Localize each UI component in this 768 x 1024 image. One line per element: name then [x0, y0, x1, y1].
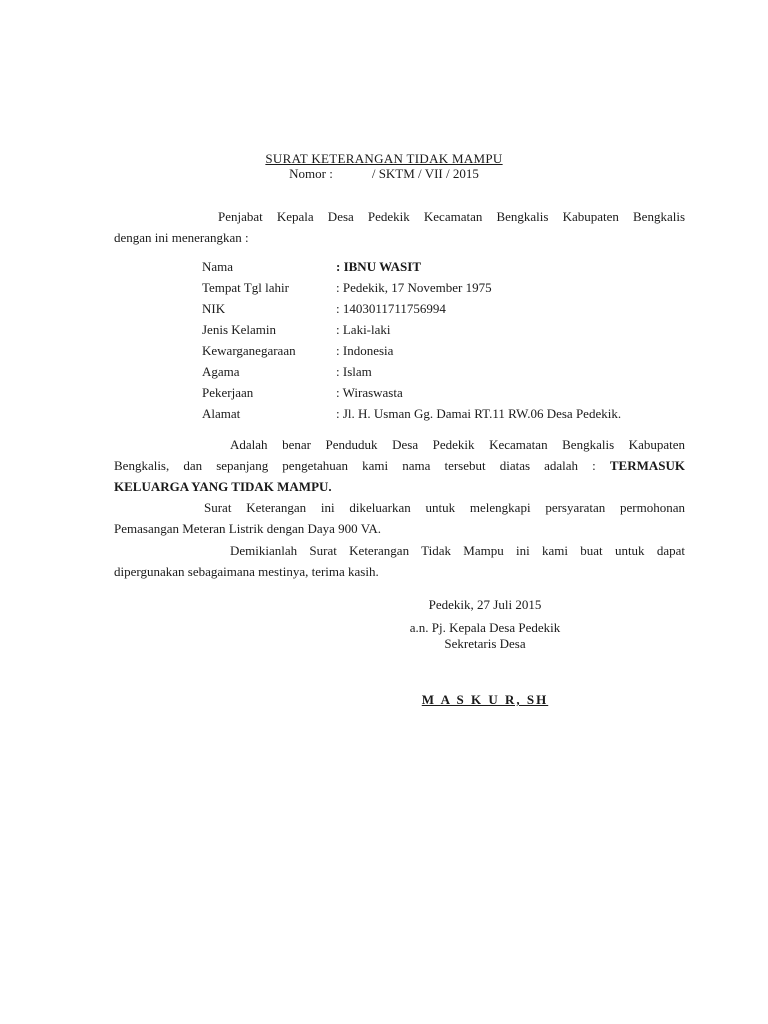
field-value: : Laki-laki — [336, 322, 391, 337]
purpose-line-1: Surat Keterangan ini dikeluarkan untuk melengkapi persyaratan permohonan — [204, 500, 685, 515]
statement-line-1: Adalah benar Penduduk Desa Pedekik Kecamatan Bengkalis Kabupaten — [230, 437, 685, 452]
field-label: Tempat Tgl lahir — [202, 280, 289, 295]
field-label: NIK — [202, 301, 226, 316]
field-row-nama — [202, 256, 621, 277]
opening-paragraph — [114, 206, 685, 248]
field-value: : IBNU WASIT — [336, 259, 422, 274]
signature-place-date: Pedekik, 27 Juli 2015 — [428, 597, 542, 612]
field-row-jenis-kelamin — [202, 319, 621, 340]
closing-line-2: dipergunakan sebagaimana mestinya, terima kasih. — [114, 564, 379, 579]
purpose-paragraph — [114, 497, 685, 539]
closing-line-1: Demikianlah Surat Keterangan Tidak Mampu ini kami buat untuk dapat — [230, 543, 685, 558]
document-number: Nomor : / SKTM / VII / 2015 — [289, 166, 479, 181]
identity-fields — [202, 256, 621, 424]
field-row-nik — [202, 298, 621, 319]
closing-paragraph — [114, 540, 685, 582]
field-row-pekerjaan — [202, 382, 621, 403]
field-label: Pekerjaan — [202, 385, 254, 400]
signature-role-secondary: Sekretaris Desa — [444, 636, 526, 651]
field-value: : 1403011711756994 — [336, 301, 446, 316]
purpose-line-2: Pemasangan Meteran Listrik dengan Daya 900 VA. — [114, 521, 382, 536]
field-label: Nama — [202, 259, 234, 274]
field-value: : Jl. H. Usman Gg. Damai RT.11 RW.06 Desa Pedekik. — [336, 406, 622, 421]
signatory-name: M A S K U R, SH — [421, 692, 549, 707]
field-label: Alamat — [202, 406, 241, 421]
statement-paragraph — [114, 434, 685, 497]
field-value: : Indonesia — [336, 343, 394, 358]
statement-line-2: Bengkalis, dan sepanjang pengetahuan kami nama tersebut diatas adalah : TERMASUK — [114, 458, 686, 473]
field-row-tempat-tgl-lahir — [202, 277, 621, 298]
field-row-agama — [202, 361, 621, 382]
field-value: : Pedekik, 17 November 1975 — [336, 280, 492, 295]
field-row-kewarganegaraan — [202, 340, 621, 361]
statement-line-3: KELUARGA YANG TIDAK MAMPU. — [114, 479, 332, 494]
field-value: : Wiraswasta — [336, 385, 403, 400]
opening-line-1: Penjabat Kepala Desa Pedekik Kecamatan Bengkalis Kabupaten Bengkalis — [218, 209, 685, 224]
statement-emphasis: TERMASUK — [609, 458, 686, 473]
opening-line-2: dengan ini menerangkan : — [114, 230, 249, 245]
signature-role-primary: a.n. Pj. Kepala Desa Pedekik — [409, 620, 561, 635]
field-row-alamat — [202, 403, 621, 424]
field-label: Kewarganegaraan — [202, 343, 296, 358]
field-label: Agama — [202, 364, 240, 379]
field-label: Jenis Kelamin — [202, 322, 277, 337]
field-value: : Islam — [336, 364, 372, 379]
document-title: SURAT KETERANGAN TIDAK MAMPU — [265, 151, 503, 166]
